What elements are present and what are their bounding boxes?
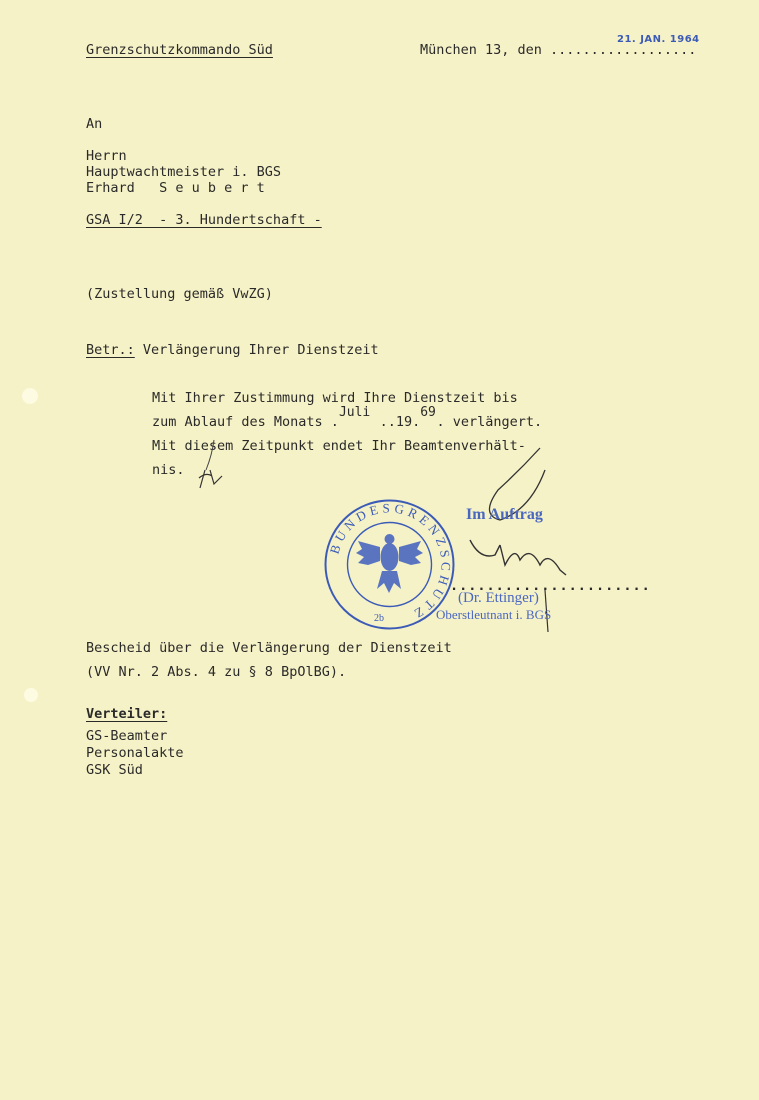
date-dots: .................. — [550, 42, 697, 58]
paper-speck — [24, 688, 38, 702]
footer-line-1: Bescheid über die Verlängerung der Dienstzeit — [86, 640, 452, 656]
signatory-name: (Dr. Ettinger) — [458, 590, 539, 606]
body-line-2-end: . verlängert. — [436, 414, 543, 430]
body-line-3: Mit diesem Zeitpunkt endet Ihr Beamtenverhält- — [152, 438, 526, 454]
delivery-note: (Zustellung gemäß VwZG) — [86, 286, 273, 302]
organization-header: Grenzschutzkommando Süd — [86, 42, 273, 58]
distribution-label: Verteiler: — [86, 706, 168, 722]
address-unit: GSA I/2 - 3. Hundertschaft - — [86, 212, 322, 228]
place-date-prefix: München 13, den — [420, 42, 551, 58]
body-line-2-start: zum Ablauf des Monats . — [152, 414, 339, 430]
address-name: Erhard S e u b e r t — [86, 180, 265, 196]
paper-speck — [22, 388, 38, 404]
date-stamp: 21. JAN. 1964 — [617, 34, 700, 45]
seal-text: BUNDESGRENZSCHUTZ — [326, 500, 454, 624]
signatory-rank: Oberstleutnant i. BGS — [436, 607, 552, 622]
signature-dots: ...................... — [450, 578, 651, 594]
month-handwritten: Juli — [338, 405, 371, 420]
seal-number: 2b — [374, 613, 384, 624]
distribution-item: Personalakte — [86, 745, 184, 761]
subject-text: Verlängerung Ihrer Dienstzeit — [142, 342, 379, 358]
distribution-item: GSK Süd — [86, 762, 143, 778]
subject-label: Betr.: — [86, 342, 135, 358]
distribution-item: GS-Beamter — [86, 728, 168, 744]
year-handwritten: 69 — [420, 405, 436, 420]
on-behalf-label: Im Auftrag — [466, 506, 543, 523]
address-salutation: Herrn — [86, 148, 127, 164]
address-rank: Hauptwachtmeister i. BGS — [86, 164, 282, 180]
body-line-1: Mit Ihrer Zustimmung wird Ihre Dienstzeit bis — [152, 390, 518, 406]
address-to: An — [86, 116, 103, 132]
body-line-4: nis. — [152, 462, 185, 478]
footer-line-2: (VV Nr. 2 Abs. 4 zu § 8 BpOlBG). — [86, 664, 347, 680]
body-line-2-middle: ..19. — [379, 414, 421, 430]
